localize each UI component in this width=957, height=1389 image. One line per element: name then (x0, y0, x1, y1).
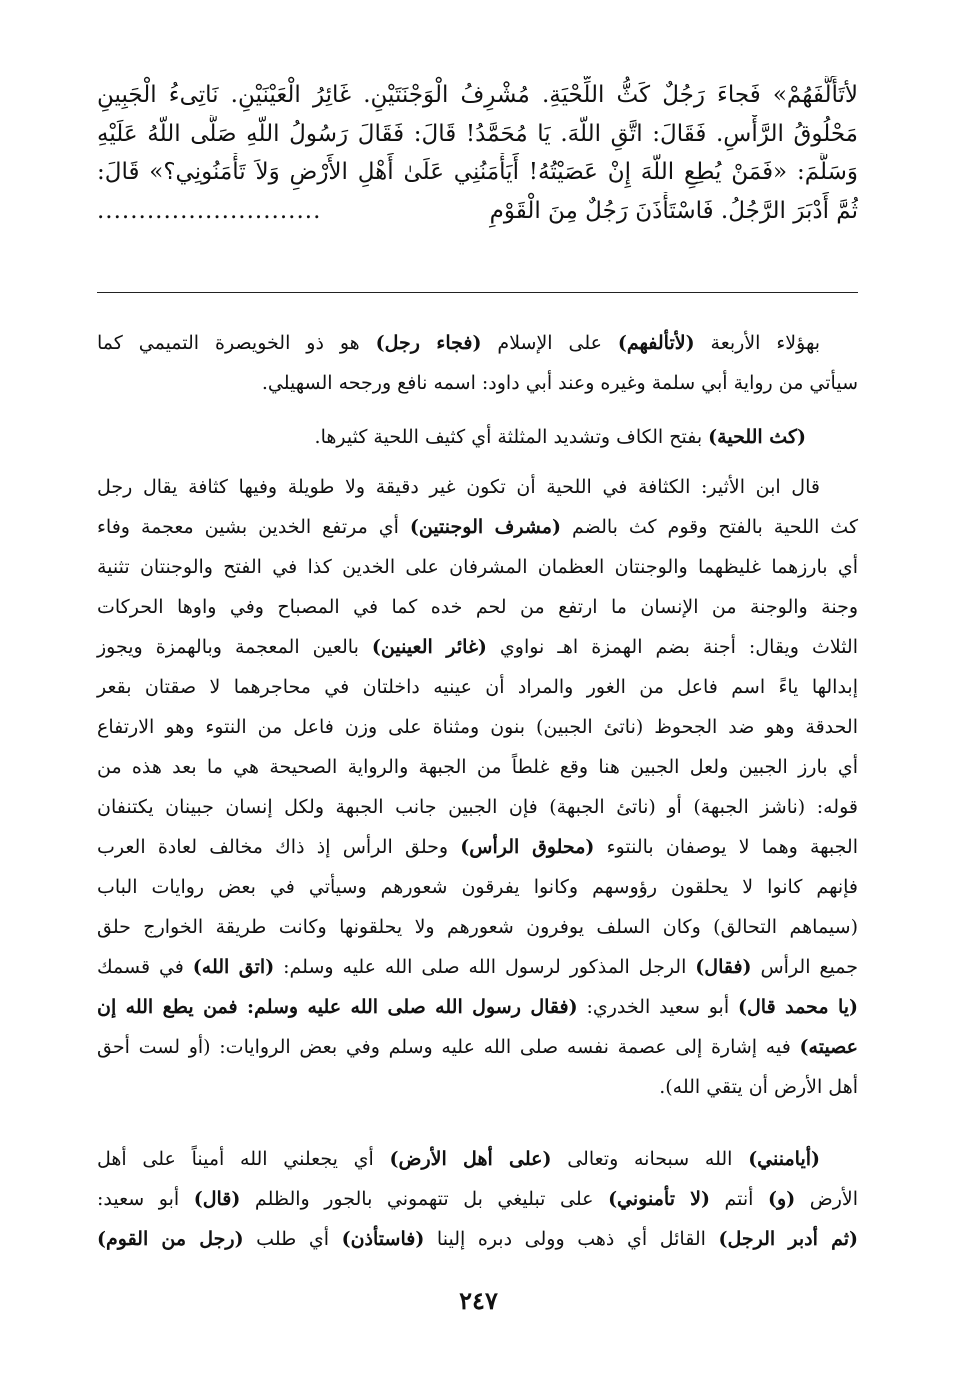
bold-lemma: (قال) (193, 1188, 241, 1210)
commentary-text: (سيماهم التحالق) وكان السلف يوفرون شعورهم ولا يحلقونها وكانت طريقة الخوارج حلق (97, 916, 859, 938)
bold-lemma: (غائر العينين) (371, 636, 487, 658)
commentary-text: فإنهم كانوا لا يحلقون رؤوسهم وكانوا يفرقون شعورهم وسيأتي في بعض روايات الباب (97, 876, 858, 898)
commentary-line (97, 417, 858, 457)
commentary-line (97, 987, 858, 1027)
bold-lemma: عصيته) (799, 1036, 858, 1058)
commentary-text: على الإسلام (481, 332, 618, 354)
bold-lemma: (لا تأمنوني) (608, 1188, 710, 1210)
commentary-line (97, 1027, 858, 1067)
commentary-text: بالعين المعجمة وبالهمزة ويجوز (97, 636, 372, 658)
commentary-line (97, 1179, 858, 1219)
commentary-text: قوله: (ناشز الجبهة) أو (ناتئ الجبهة) فإن الجبين جانب الجبهة ولكل إنسان جبينان يكتنفان (97, 796, 858, 818)
commentary-line (97, 667, 858, 707)
commentary-paragraph (97, 1139, 858, 1259)
commentary-text: على تبليغي بل تتهموني بالجور والظلم (240, 1188, 609, 1210)
commentary-text: الأرض (795, 1188, 859, 1210)
commentary-text: فيه إشارة إلى عصمة نفسه صلى الله عليه وسلم وفي بعض الروايات: (أو لست أحق (97, 1036, 800, 1058)
commentary-text: إبدالها ياءً اسم فاعل من الغور والمراد أن عينيه داخلتان في محاجرهما لا صقتان بقعر (97, 676, 858, 698)
commentary-text: أي بارزهما غليظهما والوجنتان العظمان المشرفان على الخدين كذا في الفتح والوجنتان تثنية (97, 556, 858, 578)
hadith-line (97, 192, 858, 231)
commentary-text: أبو سعيد: (97, 1188, 194, 1210)
commentary-text: أي بارز الجبين ولعل الجبين هنا وقع غلطاً من الجبهة والرواية الصحيحة هي ما بعد هذه من (97, 756, 858, 778)
bold-lemma: (فقال) (695, 956, 752, 978)
commentary-paragraph (97, 417, 858, 457)
commentary-text: أي يجعلني الله أميناً على أهل (97, 1148, 390, 1170)
commentary-text: القائل أي ذهب وولى دبره إلينا (424, 1228, 719, 1250)
commentary-text: الثلاث ويقال: أجنة بضم الهمزة اهـ نواوي (486, 636, 858, 658)
bold-lemma: (فقال رسول الله صلى الله عليه وسلم: فمن يطع الله إن (97, 996, 578, 1018)
commentary-text: جميع الرأس (751, 956, 858, 978)
commentary-text: بفتح الكاف وتشديد المثلثة أي كثيف اللحية كثيرها. (314, 426, 709, 448)
commentary-text: وجنة والوجنة من الإنسان ما ارتفع من لحم خده كما في المصباح وفي واوها الحركات (97, 596, 858, 618)
footnote-separator (97, 292, 858, 293)
commentary-text: كث اللحية بالفتح وقوم كث بالضم (560, 516, 859, 538)
bold-lemma: (فاستأذن) (341, 1228, 425, 1250)
bold-lemma: (كث اللحية) (708, 426, 806, 448)
hadith-text (97, 76, 858, 230)
commentary-text: أنتم (709, 1188, 769, 1210)
commentary (97, 323, 858, 1259)
continuation-dots: ........................... (97, 197, 322, 224)
hadith-line-text: ثُمَّ أَدْبَرَ الرَّجُلُ. فَاسْتَأْذَنَ رَجُلٌ مِنَ الْقَوْمِ (489, 197, 858, 224)
bold-lemma: (أيامنني) (748, 1148, 821, 1170)
commentary-line (97, 947, 858, 987)
commentary-text: في قسمك (97, 956, 193, 978)
bold-lemma: (ثم أدبر الرجل) (718, 1228, 858, 1250)
commentary-line (97, 547, 858, 587)
commentary-text: أهل الأرض أن يتقي الله). (659, 1076, 858, 1098)
bold-lemma: (مشرف الوجنتين) (409, 516, 561, 538)
commentary-line (97, 587, 858, 627)
bold-lemma: (اتق الله) (192, 956, 275, 978)
commentary-line (97, 907, 858, 947)
commentary-line (97, 827, 858, 867)
commentary-line (97, 627, 858, 667)
commentary-line (97, 747, 858, 787)
commentary-line (97, 867, 858, 907)
hadith-line: وَسَلَّمَ: «فَمَنْ يُطِعِ اللّهَ إِنْ عَصَيْتُهُ! أَيَأْمَنُنِي عَلَىٰ أَهْلِ الأَرْضِ وَلاَ تَأْمَنُونِي؟» قَالَ: (97, 159, 858, 185)
commentary-text: الجبهة وهما لا يوصفان بالنتوء (594, 836, 858, 858)
commentary-text: قال ابن الأثير: الكثافة في اللحية أن تكون غير دقيقة ولا طويلة وفيها كثافة يقال رجل (97, 476, 820, 498)
bold-lemma: (رجل من القوم) (97, 1228, 244, 1250)
commentary-paragraph (97, 323, 858, 403)
commentary-text: أي طلب (243, 1228, 342, 1250)
commentary-line (97, 323, 858, 363)
commentary-text: أبو سعيد الخدري: (577, 996, 738, 1018)
commentary-paragraph (97, 467, 858, 1107)
commentary-line (97, 507, 858, 547)
commentary-text: أي مرتفع الخدين بشين معجمة وفاء (97, 516, 410, 538)
hadith-line: مَحْلُوقُ الرَّأْسِ. فَقَالَ: اتَّقِ اللّهَ. يَا مُحَمَّدُ! قَالَ: فَقَالَ رَسُولُ اللّهِ صَلَّى اللّهُ عَلَيْهِ (97, 120, 858, 147)
bold-lemma: (فجاء رجل) (375, 332, 482, 354)
commentary-line (97, 787, 858, 827)
commentary-text: الرجل المذكور لرسول الله صلى الله عليه وسلم: (274, 956, 696, 978)
bold-lemma: (و) (768, 1188, 796, 1210)
commentary-line (97, 1067, 858, 1107)
commentary-text: الحدقة وهو ضد الجحوظ (ناتئ الجبين) بنون ومثناة على وزن فاعل من النتوء وهو الارتفاع (97, 716, 858, 738)
commentary-text: الله سبحانه وتعالى (551, 1148, 749, 1170)
bold-lemma: (لأتألفهم) (617, 332, 695, 354)
bold-lemma: (يا محمد قال) (738, 996, 859, 1018)
page-number: ٢٤٧ (459, 1286, 498, 1315)
bold-lemma: (على أهل الأرض) (389, 1148, 552, 1170)
commentary-text: بهؤلاء الأربعة (694, 332, 821, 354)
commentary-line (97, 1219, 858, 1259)
hadith-line: لأتَأَلَّفَهُمْ» فَجاءَ رَجُلٌ كَثُّ اللِّحْيَةِ. مُشْرِفُ الْوَجْنَتَيْنِ. غَائِرُ الْعَيْنَيْنِ. نَاتِىءُ الْجَبِينِ (97, 82, 858, 108)
bold-lemma: (محلوق الرأس) (460, 836, 595, 858)
commentary-text: وحلق الرأس إذ ذاك مخالف لعادة العرب (97, 836, 461, 858)
commentary-line (97, 1139, 858, 1179)
commentary-line (97, 467, 858, 507)
commentary-text: سيأتي من رواية أبي سلمة وغيره وعند أبي داود: اسمه نافع ورجحه السهيلي. (261, 372, 858, 394)
commentary-line (97, 707, 858, 747)
commentary-line (97, 363, 858, 403)
commentary-text: هو ذو الخويصرة التميمي كما (97, 332, 376, 354)
